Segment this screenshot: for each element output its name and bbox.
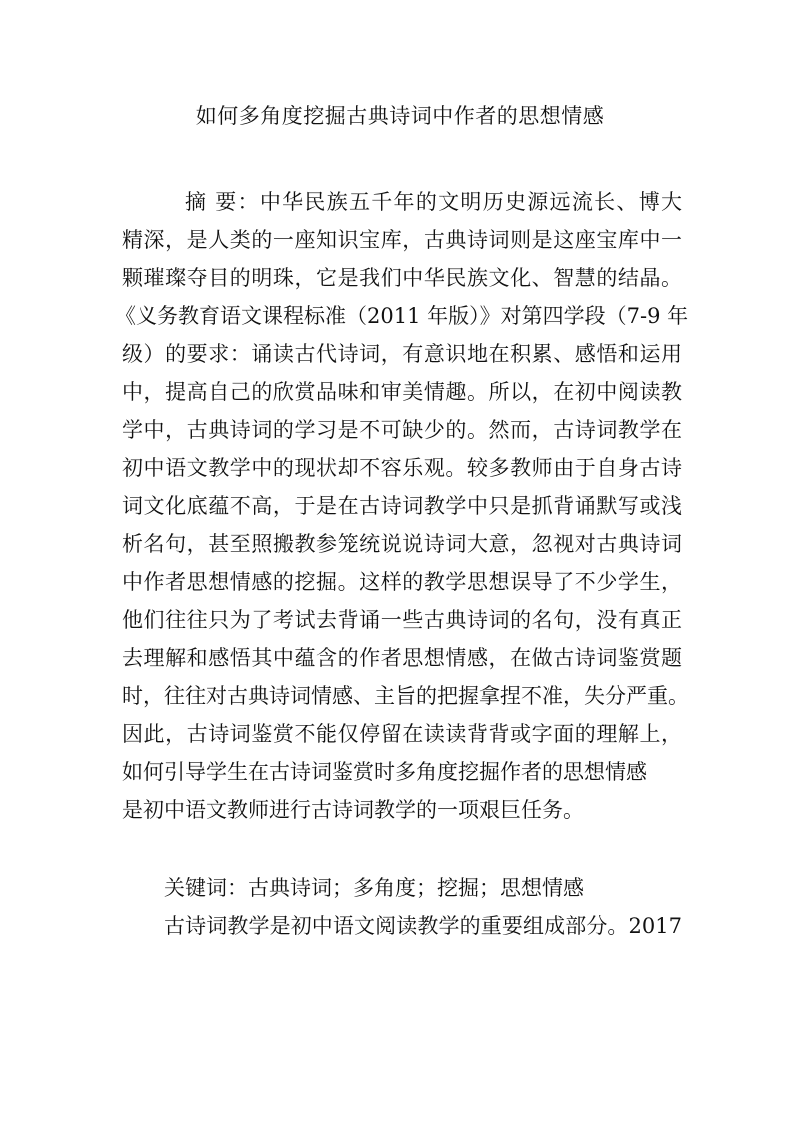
abstract-line: 精深，是人类的一座知识宝库，古典诗词则是这座宝库中一: [122, 228, 682, 252]
abstract-line: 词文化底蕴不高，于是在古诗词教学中只是抓背诵默写或浅: [122, 494, 682, 518]
abstract-line: 去理解和感悟其中蕴含的作者思想情感，在做古诗词鉴赏题: [122, 646, 682, 670]
abstract-label: 摘 要：: [185, 190, 260, 214]
abstract-line: 是初中语文教师进行古诗词教学的一项艰巨任务。: [122, 798, 584, 822]
body-paragraph-start: 古诗词教学是初中语文阅读教学的重要组成部分。2017: [164, 914, 682, 938]
abstract-line-text: 中华民族五千年的文明历史源远流长、博大: [259, 190, 682, 214]
abstract-line: 时，往往对古典诗词情感、主旨的把握拿捏不准，失分严重。: [122, 684, 689, 708]
abstract-line: 《义务教育语文课程标准（2011 年版）》对第四学段（7-9 年: [115, 304, 689, 328]
abstract-line: 中，提高自己的欣赏品味和审美情趣。所以，在初中阅读教: [122, 380, 682, 404]
abstract-line: 初中语文教学中的现状却不容乐观。较多教师由于自身古诗: [122, 456, 682, 480]
keywords: 关键词：古典诗词；多角度；挖掘；思想情感: [164, 876, 584, 900]
abstract-line: 析名句，甚至照搬教参笼统说说诗词大意，忽视对古典诗词: [122, 532, 682, 556]
abstract-line: 他们往往只为了考试去背诵一些古典诗词的名句，没有真正: [122, 608, 682, 632]
abstract-line: 学中，古典诗词的学习是不可缺少的。然而，古诗词教学在: [122, 418, 682, 442]
abstract-line: 颗璀璨夺目的明珠，它是我们中华民族文化、智慧的结晶。: [122, 266, 682, 290]
abstract-line: 级）的要求：诵读古代诗词，有意识地在积累、感悟和运用: [122, 342, 682, 366]
abstract-line: 因此，古诗词鉴赏不能仅停留在读读背背或字面的理解上，: [122, 722, 682, 746]
abstract-line: [185, 188, 682, 216]
document-title: 如何多角度挖掘古典诗词中作者的思想情感: [195, 104, 605, 128]
abstract-line: 如何引导学生在古诗词鉴赏时多角度挖掘作者的思想情感: [122, 760, 647, 784]
abstract-line: 中作者思想情感的挖掘。这样的教学思想误导了不少学生，: [122, 570, 682, 594]
